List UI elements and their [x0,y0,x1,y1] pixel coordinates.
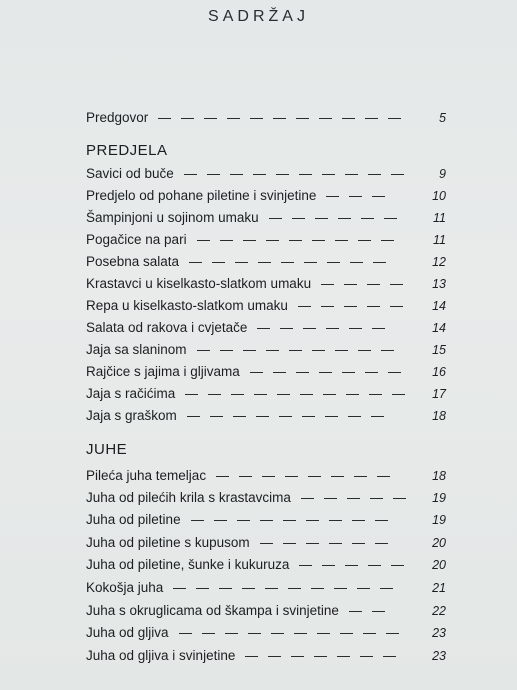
toc-entry [86,274,446,294]
leader-dash [317,633,330,634]
toc-entry-page: 11 [433,233,446,247]
toc-entry-page: 15 [432,343,446,357]
toc-entry-label: Krastavci u kiselkasto-slatkom umaku [86,276,312,291]
leader-dash [239,476,252,477]
leader-dash [342,372,355,373]
leader-dash [372,196,385,197]
toc-entry-page: 21 [432,581,446,595]
toc-entry [86,646,446,666]
leader-dash [393,498,406,499]
leader-dash [220,240,233,241]
leader-dash [257,328,270,329]
toc-entry-page: 19 [432,491,446,505]
leader-dash [329,543,342,544]
toc-entry [86,406,446,426]
leader-dash [327,262,340,263]
toc-entry [86,384,446,404]
leader-dash [367,306,380,307]
toc-entry [86,466,446,486]
leader-dash [277,394,290,395]
leader-dash [346,394,359,395]
leader-dash [360,656,373,657]
leader-dash [253,174,266,175]
leader-dash [260,520,273,521]
leader-dash [381,240,394,241]
leader-dash [347,498,360,499]
leader-dash [314,656,327,657]
toc-entry-label: Juha od piletine s kupusom [86,535,250,550]
leader-dash [322,565,335,566]
toc-entry-page: 12 [432,255,446,269]
leader-dash [289,350,302,351]
leader-dash [181,118,194,119]
leader-dash [390,284,403,285]
leader-dash [344,306,357,307]
leader-dash [326,196,339,197]
toc-entry-preface [86,108,446,128]
toc-entry-page: 13 [432,277,446,291]
leader-dash [250,118,263,119]
toc-entry-page: 16 [432,365,446,379]
toc-entry [86,252,446,272]
toc-entry [86,318,446,338]
leader-dash [329,520,342,521]
leader-dash [342,118,355,119]
leader-dash [173,588,186,589]
leader-dash [273,372,286,373]
leader-dash [390,306,403,307]
leader-dash [383,656,396,657]
toc-entry-label: Salata od rakova i cvjetače [86,320,248,335]
leader-dash [308,476,321,477]
toc-entry-page: 17 [432,387,446,401]
toc-entry-page: 18 [432,409,446,423]
leader-dash [365,372,378,373]
leader-dash [248,633,261,634]
leader-dash [373,262,386,263]
toc-entry-label: Repa u kiselkasto-slatkom umaku [86,298,288,313]
leader-dash [375,543,388,544]
leader-dash [299,565,312,566]
toc-entry-label: Pogačice na pari [86,232,187,247]
leader-dash [254,394,267,395]
leader-dash [324,498,337,499]
leader-dash [296,372,309,373]
leader-dash [197,350,210,351]
leader-dash [202,633,215,634]
leader-dash [386,633,399,634]
leader-dash [369,394,382,395]
leader-dash [276,174,289,175]
leader-dash [280,328,293,329]
toc-entry [86,623,446,643]
toc-entry-page: 14 [432,299,446,313]
toc-entry [86,164,446,184]
leader-dash [298,306,311,307]
toc-entry-label: Juha od gljiva [86,625,169,640]
toc-entry-page: 18 [432,469,446,483]
toc-entry-label: Predgovor [86,110,149,125]
leader-dash [311,588,324,589]
toc-entry-label: Savici od buče [86,166,174,181]
leader-dash [303,328,316,329]
toc-entry-label: Pileća juha temeljac [86,468,207,483]
leader-dash [391,174,404,175]
leader-dash [380,588,393,589]
toc-entry-label: Posebna salata [86,254,180,269]
toc-entry-label: Rajčice s jajima i gljivama [86,364,240,379]
toc-entry-page: 20 [432,536,446,550]
leader-dash [352,520,365,521]
leader-dash [283,520,296,521]
leader-dash [391,565,404,566]
leader-dash [245,656,258,657]
leader-dash [260,543,273,544]
toc-entry-label: Predjelo od pohane piletine i svinjetine [86,188,317,203]
leader-dash [321,284,334,285]
toc-entry [86,601,446,621]
leader-dash [312,240,325,241]
leader-dash [237,520,250,521]
leader-dash [291,656,304,657]
leader-dash [365,118,378,119]
leader-dash [349,611,362,612]
toc-entry-label: Juha od pilećih krila s krastavcima [86,490,291,505]
leader-dash [322,174,335,175]
leader-dash [340,633,353,634]
leader-dash [368,565,381,566]
leader-dash [300,394,313,395]
toc-entry-page: 20 [432,558,446,572]
leader-dash [296,118,309,119]
leader-dash [262,476,275,477]
leader-dash [271,633,284,634]
toc-entry-page: 14 [432,321,446,335]
page-title: SADRŽAJ [208,8,309,25]
leader-dash [283,543,296,544]
toc-entry [86,296,446,316]
leader-dash [345,565,358,566]
leader-dash [184,174,197,175]
leader-dash [372,611,385,612]
leader-dash [331,476,344,477]
leader-dash [335,350,348,351]
leader-dash [219,588,232,589]
leader-dash [185,394,198,395]
leader-dash [266,240,279,241]
leader-dash [375,520,388,521]
toc-entry-label: Jaja s graškom [86,408,177,423]
leader-dash [319,372,332,373]
leader-dash [207,174,220,175]
section-heading-predjela: PREDJELA [86,142,168,159]
leader-dash [384,218,397,219]
leader-dash [214,520,227,521]
leader-dash [358,350,371,351]
leader-dash [350,262,363,263]
toc-entry-page: 9 [439,167,446,181]
toc-entry-page: 23 [432,649,446,663]
leader-dash [235,262,248,263]
leader-dash [243,240,256,241]
leader-dash [285,476,298,477]
leader-dash [325,416,338,417]
toc-entry-page: 22 [432,604,446,618]
toc-entry-label: Juha od piletine [86,512,181,527]
toc-entry [86,208,446,228]
leader-dash [304,262,317,263]
toc-entry-label: Kokošja juha [86,580,164,595]
leader-dash [225,633,238,634]
leader-dash [212,262,225,263]
toc-entry-label: Jaja s račićima [86,386,176,401]
leader-dash [392,394,405,395]
leader-dash [191,520,204,521]
leader-dash [357,588,370,589]
toc-entry [86,340,446,360]
leader-dash [299,174,312,175]
leader-dash [306,543,319,544]
toc-entry-page: 10 [432,189,446,203]
leader-dash [301,498,314,499]
toc-entry-label: Juha od gljiva i svinjetine [86,648,236,663]
leader-dash [189,262,202,263]
leader-dash [345,174,358,175]
leader-dash [179,633,192,634]
toc-entry [86,578,446,598]
leader-dash [312,350,325,351]
toc-entry [86,533,446,553]
leader-dash [306,520,319,521]
leader-dash [377,476,390,477]
leader-dash [368,174,381,175]
leader-dash [279,416,292,417]
leader-dash [266,350,279,351]
leader-dash [196,588,209,589]
toc-entry [86,555,446,575]
toc-entry-page: 11 [433,211,446,225]
leader-dash [258,262,271,263]
toc-entry-label: Juha od piletine, šunke i kukuruza [86,557,290,572]
toc-entry [86,510,446,530]
leader-dash [315,218,328,219]
toc-entry-label: Juha s okruglicama od škampa i svinjetine [86,603,339,618]
leader-dash [363,633,376,634]
toc-entry [86,230,446,250]
leader-dash [208,394,221,395]
leader-dash [358,240,371,241]
toc-entry-label: Šampinjoni u sojinom umaku [86,210,259,225]
toc-entry [86,488,446,508]
toc-entry-page: 23 [432,626,446,640]
leader-dash [352,543,365,544]
leader-dash [227,118,240,119]
leader-dash [388,372,401,373]
leader-dash [338,218,351,219]
leader-dash [216,476,229,477]
toc-entry [86,186,446,206]
leader-dash [231,394,244,395]
leader-dash [349,328,362,329]
leader-dash [302,416,315,417]
leader-dash [269,218,282,219]
leader-dash [326,328,339,329]
toc-entry [86,362,446,382]
leader-dash [273,118,286,119]
leader-dash [204,118,217,119]
leader-dash [233,416,246,417]
leader-dash [230,174,243,175]
leader-dash [158,118,171,119]
leader-dash [294,633,307,634]
leader-dash [321,306,334,307]
leader-dash [381,350,394,351]
leader-dash [242,588,255,589]
leader-dash [370,498,383,499]
leader-dash [292,218,305,219]
leader-dash [289,240,302,241]
leader-dash [367,284,380,285]
leader-dash [210,416,223,417]
leader-dash [250,372,263,373]
leader-dash [354,476,367,477]
leader-dash [319,118,332,119]
leader-dash [349,196,362,197]
toc-entry-label: Jaja sa slaninom [86,342,187,357]
leader-dash [371,416,384,417]
leader-dash [288,588,301,589]
leader-dash [220,350,233,351]
leader-dash [243,350,256,351]
leader-dash [197,240,210,241]
leader-dash [334,588,347,589]
toc-entry-page: 19 [432,513,446,527]
leader-dash [268,656,281,657]
leader-dash [388,118,401,119]
leader-dash [348,416,361,417]
leader-dash [265,588,278,589]
toc-entry-page: 5 [439,111,446,125]
leader-dash [187,416,200,417]
leader-dash [337,656,350,657]
leader-dash [372,328,385,329]
leader-dash [281,262,294,263]
leader-dash [361,218,374,219]
leader-dash [335,240,348,241]
leader-dash [256,416,269,417]
section-heading-juhe: JUHE [86,441,128,458]
leader-dash [344,284,357,285]
leader-dash [323,394,336,395]
